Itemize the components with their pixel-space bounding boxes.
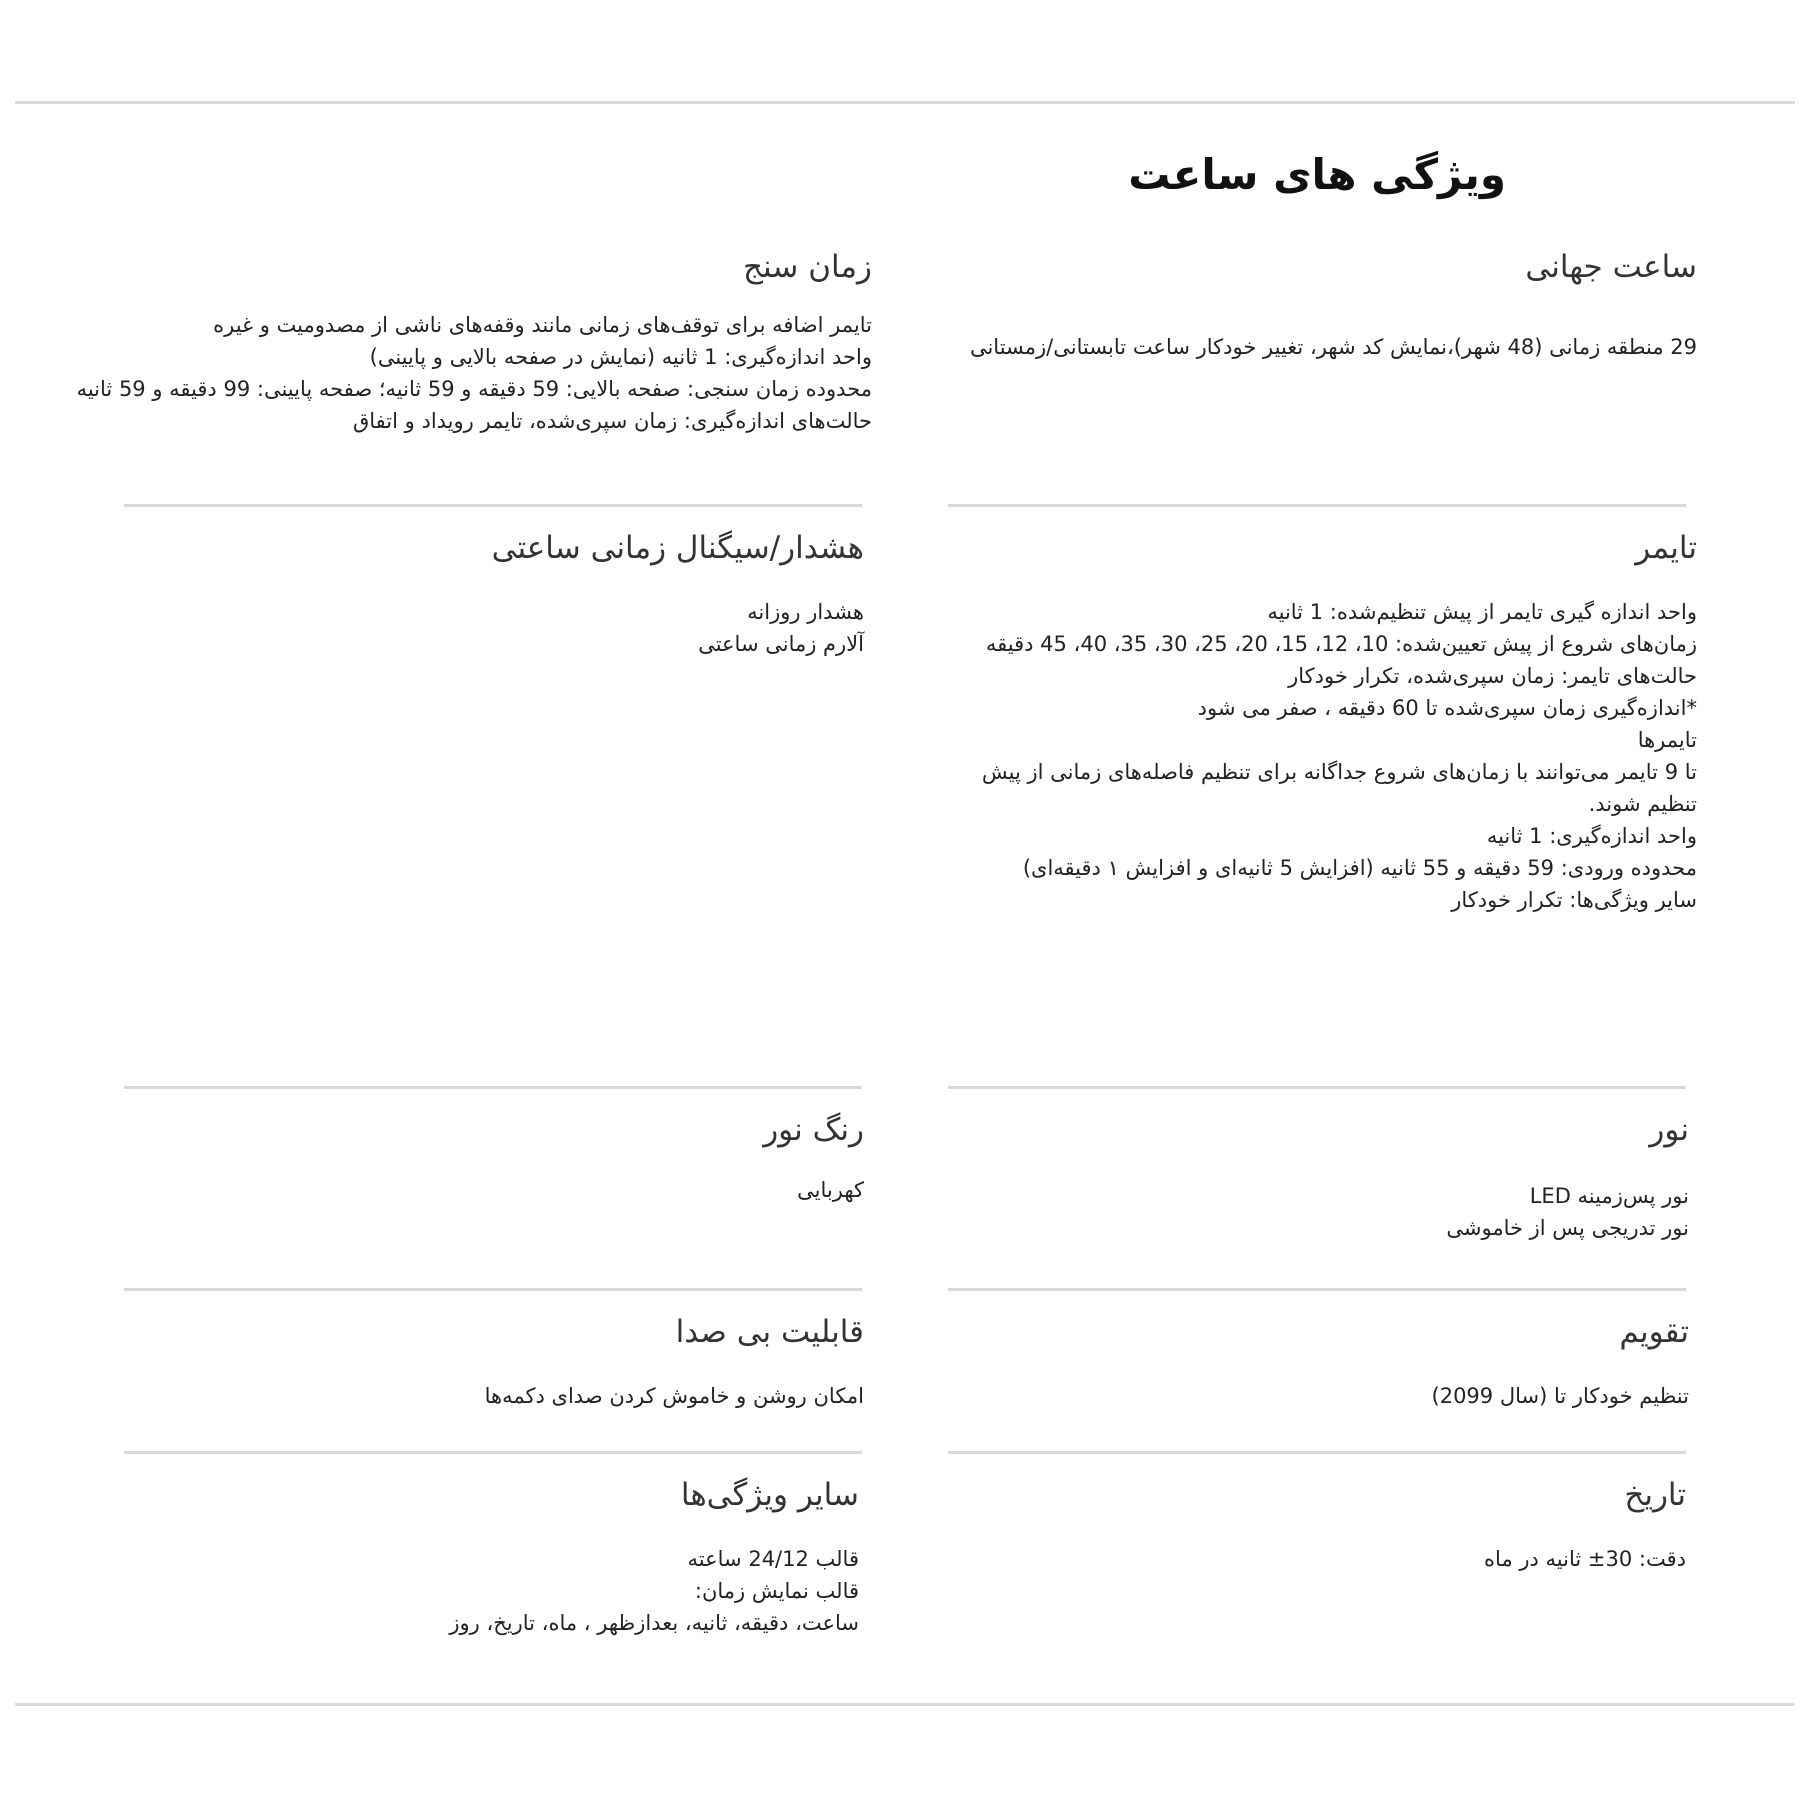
section-divider <box>124 504 862 507</box>
section-divider <box>948 504 1686 507</box>
section-world-time <box>970 247 1697 363</box>
section-other <box>449 1475 859 1639</box>
section-line: امکان روشن و خاموش کردن صدای دکمه‌ها <box>484 1384 864 1408</box>
section-heading: قابلیت بی صدا <box>675 1314 864 1350</box>
section-heading: زمان سنج <box>743 249 872 285</box>
section-divider <box>948 1451 1686 1454</box>
section-line: هشدار روزانه <box>747 600 864 624</box>
section-heading: سایر ویژگی‌ها <box>680 1477 859 1513</box>
section-heading: هشدار/سیگنال زمانی ساعتی <box>491 530 864 566</box>
section-line: تا 9 تایمر می‌توانند با زمان‌های شروع جداگانه برای تنظیم فاصله‌های زمانی از پیش تنظیم شوند. <box>981 760 1697 816</box>
section-line: حالت‌های اندازه‌گیری: زمان سپری‌شده، تایمر رویداد و اتفاق <box>352 409 872 433</box>
bottom-divider <box>15 1703 1795 1706</box>
section-heading: نور <box>1649 1112 1689 1148</box>
section-line: تنظیم خودکار تا (سال 2099) <box>1431 1384 1689 1408</box>
top-divider <box>15 101 1795 104</box>
section-mute <box>485 1312 864 1412</box>
section-heading: تقویم <box>1619 1314 1689 1350</box>
section-line: ساعت، دقیقه، ثانیه، بعدازظهر ، ماه، تاریخ، روز <box>449 1611 859 1635</box>
section-divider <box>948 1086 1686 1089</box>
section-line: واحد اندازه‌گیری: 1 ثانیه <box>1486 824 1697 848</box>
section-line: نور تدریجی پس از خاموشی <box>1446 1216 1689 1240</box>
section-heading: تایمر <box>1635 530 1697 566</box>
section-divider <box>948 1288 1686 1291</box>
section-divider <box>124 1288 862 1291</box>
page-title: ویژگی های ساعت <box>1128 150 1506 199</box>
section-line: حالت‌های تایمر: زمان سپری‌شده، تکرار خودکار <box>1288 664 1697 688</box>
section-divider <box>124 1451 862 1454</box>
section-line: واحد اندازه‌گیری: 1 ثانیه (نمایش در صفحه بالایی و پایینی) <box>369 345 872 369</box>
section-line: قالب 24/12 ساعته <box>687 1547 859 1571</box>
section-line: سایر ویژگی‌ها: تکرار خودکار <box>1451 888 1697 912</box>
section-line: دقت: 30± ثانیه در ماه <box>1484 1547 1686 1571</box>
section-heading: رنگ نور <box>763 1112 864 1148</box>
section-line: *اندازه‌گیری زمان سپری‌شده تا 60 دقیقه ، صفر می شود <box>1197 696 1697 720</box>
section-stopwatch <box>77 247 872 437</box>
section-calendar <box>1432 1312 1690 1412</box>
section-divider <box>124 1086 862 1089</box>
section-line: زمان‌های شروع از پیش تعیین‌شده: 10، 12، 15، 20، 25، 30، 35، 40، 45 دقیقه <box>985 632 1697 656</box>
section-heading: ساعت جهانی <box>1525 249 1697 285</box>
section-light <box>1446 1110 1689 1244</box>
section-heading: تاریخ <box>1624 1477 1686 1513</box>
section-date <box>1484 1475 1686 1575</box>
section-line: آلارم زمانی ساعتی <box>698 632 864 656</box>
section-alarm <box>492 528 864 660</box>
section-timer <box>977 528 1697 916</box>
section-line: 29 منطقه زمانی (48 شهر)،نمایش کد شهر، تغییر خودکار ساعت تابستانی/زمستانی <box>969 335 1697 359</box>
section-line: تایمرها <box>1637 728 1697 752</box>
section-light-color <box>763 1110 864 1206</box>
section-line: واحد اندازه گیری تایمر از پیش تنظیم‌شده: 1 ثانیه <box>1267 600 1697 624</box>
section-line: نور پس‌زمینه LED <box>1529 1184 1689 1208</box>
section-line: محدوده زمان سنجی: صفحه بالایی: 59 دقیقه و 59 ثانیه؛ صفحه پایینی: 99 دقیقه و 59 ثانیه <box>76 377 872 401</box>
section-line: کهربایی <box>797 1178 864 1202</box>
section-line: محدوده ورودی: 59 دقیقه و 55 ثانیه (افزایش 5 ثانیه‌ای و افزایش ۱ دقیقه‌ای) <box>1022 856 1697 880</box>
section-line: تایمر اضافه برای توقف‌های زمانی مانند وقفه‌های ناشی از مصدومیت و غیره <box>213 313 872 337</box>
section-line: قالب نمایش زمان: <box>694 1579 859 1603</box>
